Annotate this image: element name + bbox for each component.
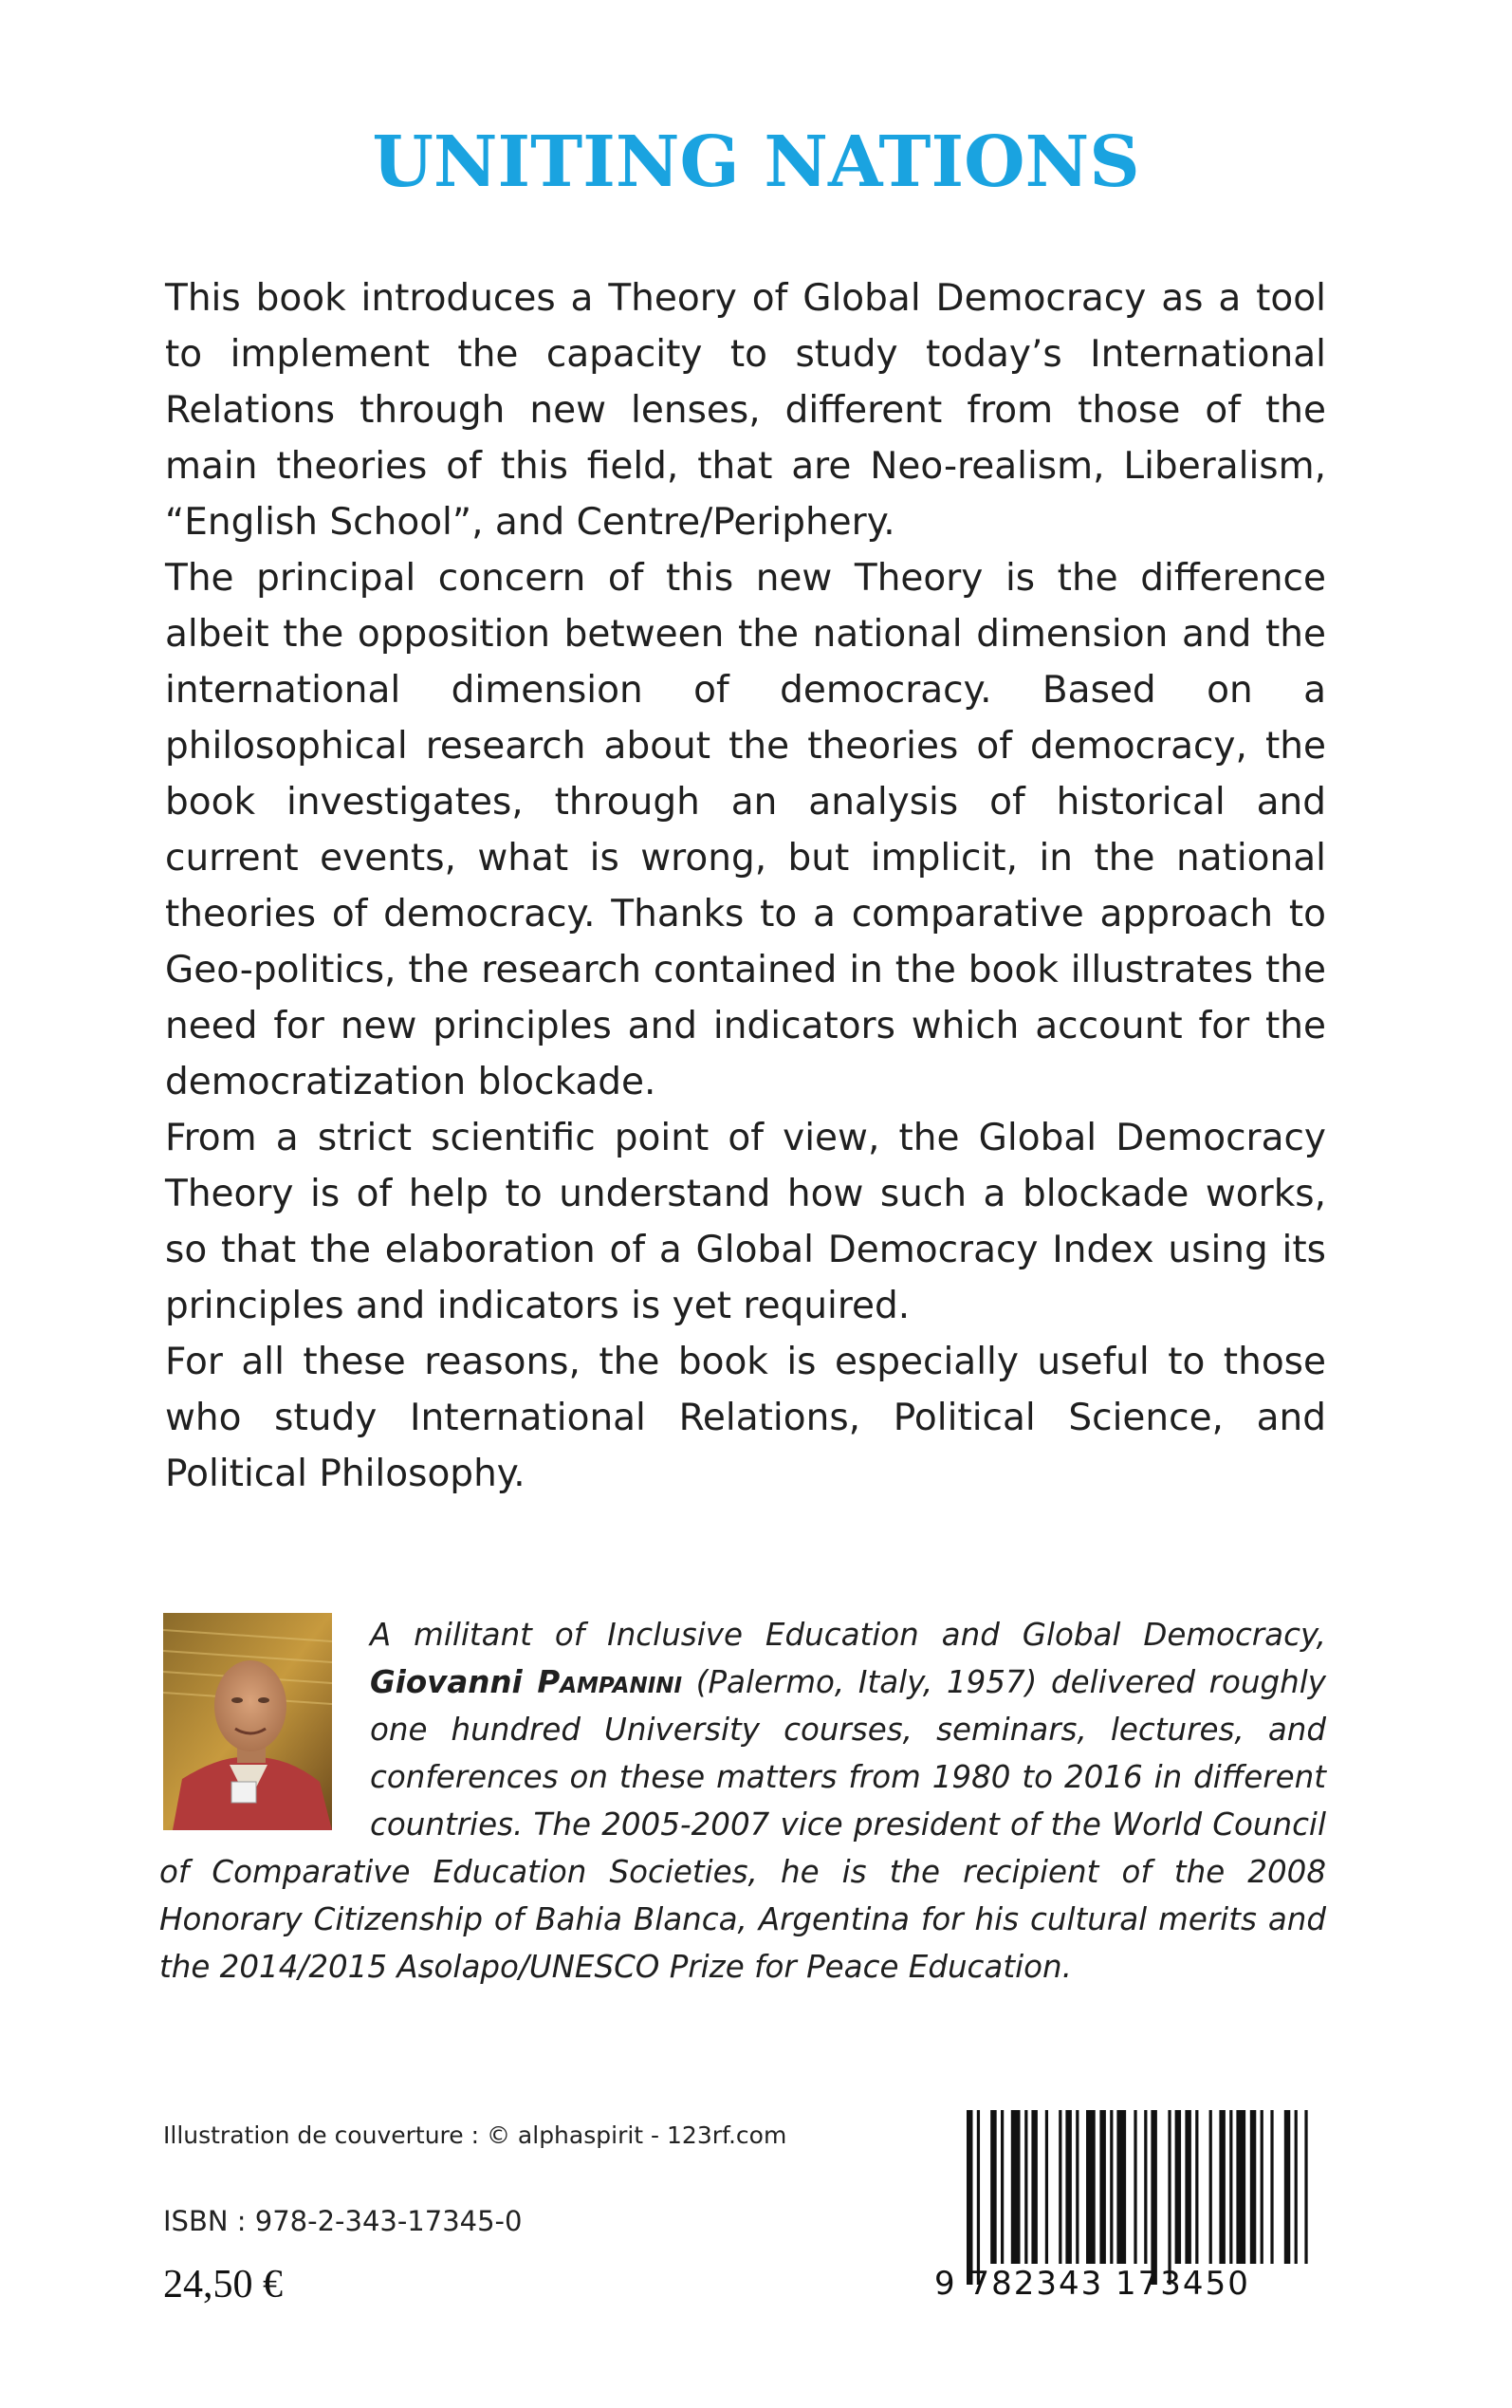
isbn: ISBN : 978-2-343-17345-0: [163, 2205, 523, 2237]
barcode-bar: [1110, 2110, 1113, 2264]
barcode-bar: [1116, 2110, 1126, 2264]
barcode-bar: [1065, 2110, 1071, 2264]
barcode-bar: [1168, 2110, 1171, 2285]
barcode-bar: [1045, 2110, 1048, 2264]
barcode-bar: [1099, 2110, 1105, 2264]
barcode-bar: [1229, 2110, 1232, 2264]
bio-intro: A militant of Inclusive Education and Global Democracy,: [370, 1617, 1326, 1653]
summary-paragraph: From a strict scientific point of view, the Global Democracy Theory is of help to understand how such a blockade works, so that the elaboration of a Global Democracy Index using its principles and indicators is yet required.: [165, 1117, 1326, 1327]
author-bio: [159, 1611, 1326, 1991]
cover-credit: Illustration de couverture : © alphaspirit - 123rf.com: [163, 2121, 787, 2149]
barcode-bar: [1270, 2110, 1273, 2264]
barcode-bar: [1219, 2110, 1225, 2264]
barcode-bar: [1001, 2110, 1004, 2264]
barcode-bar: [1076, 2110, 1079, 2264]
barcode-bar: [1175, 2110, 1181, 2264]
barcode-digits: 9 782343 173450: [934, 2265, 1250, 2303]
author-first-name: Giovanni: [370, 1664, 523, 1700]
barcode-bar: [1144, 2110, 1147, 2264]
barcode-bar: [1151, 2110, 1156, 2285]
barcode-bar: [977, 2110, 980, 2285]
barcode-bar: [1236, 2110, 1245, 2264]
barcode-bar: [1185, 2110, 1190, 2264]
summary-paragraph: This book introduces a Theory of Global Democracy as a tool to implement the capacity to study today’s International Relations through new lenses, different from those of the main theories of this field, that are Neo-realism, Liberalism, “English School”, and Centre/Periphery.: [165, 277, 1326, 544]
barcode-bar: [1304, 2110, 1307, 2264]
barcode-bar: [1261, 2110, 1263, 2264]
author-last-name: Pampanini: [537, 1664, 683, 1700]
bio-details: (Palermo, Italy, 1957) delivered roughly one hundred University courses, seminars, lectures, and conferences on these matters from 1980 to 2016 in different countries. The 2005-2007 vice president of the World Council of Comparative Education Societies, he is the recipient of the 2008 Honorary Citizenship of Bahia Blanca, Argentina for his cultural merits and the 2014/2015 Asolapo/UNESCO Prize for Peace Education.: [159, 1664, 1326, 1985]
barcode-bar: [990, 2110, 996, 2264]
barcode-bar: [1295, 2110, 1298, 2264]
barcode-bar: [1011, 2110, 1021, 2264]
summary-paragraph: For all these reasons, the book is especially useful to those who study International Relations, Political Science, and Political Philosophy.: [165, 1341, 1326, 1495]
book-title: UNITING NATIONS: [372, 121, 1140, 203]
barcode-bar: [1031, 2110, 1037, 2264]
book-summary: [165, 270, 1326, 1502]
barcode-bar: [1250, 2110, 1256, 2264]
barcode-bar: [1195, 2110, 1198, 2264]
barcode-bar: [1209, 2110, 1212, 2264]
barcode-bar: [1134, 2110, 1136, 2264]
barcode-bar: [1086, 2110, 1096, 2264]
barcode-bar: [1284, 2110, 1290, 2264]
barcode-bar: [1059, 2110, 1061, 2264]
barcode-bar: [1024, 2110, 1027, 2264]
barcode-bar: [967, 2110, 972, 2285]
summary-paragraph: The principal concern of this new Theory is the difference albeit the opposition between the national dimension and the international dimension of democracy. Based on a philosophical research about the theories of democracy, the book investigates, through an analysis of historical and current events, what is wrong, but implicit, in the national theories of democracy. Thanks to a comparative approach to Geo-politics, the research contained in the book illustrates the need for new principles and indicators which account for the democratization blockade.: [165, 557, 1326, 1103]
price: 24,50 €: [163, 2263, 283, 2306]
